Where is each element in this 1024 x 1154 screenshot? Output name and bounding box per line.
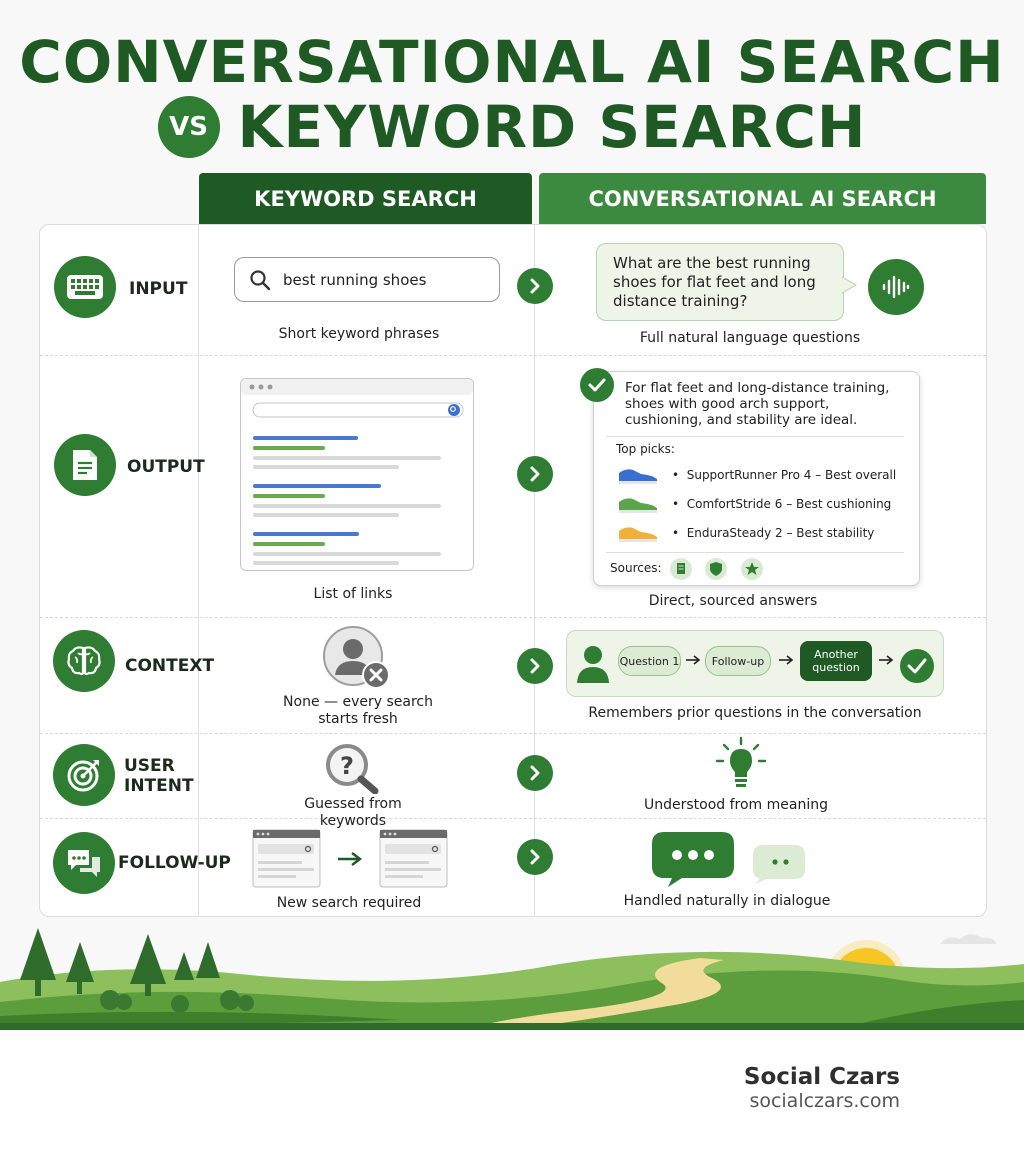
top-picks-label: Top picks: bbox=[616, 442, 675, 456]
chevron-right-icon bbox=[517, 755, 553, 791]
keyword-context-caption bbox=[270, 694, 446, 728]
chat-dots-icon bbox=[650, 830, 738, 888]
label-line: INTENT bbox=[124, 776, 194, 796]
title-line-2-wrap bbox=[0, 92, 1024, 162]
caption-line: starts fresh bbox=[318, 711, 398, 727]
ai-answer-text: For flat feet and long-distance training, shoes with good arch support, cushioning, and stability are ideal. bbox=[625, 380, 890, 428]
voice-wave-icon bbox=[868, 259, 924, 315]
check-icon bbox=[580, 368, 614, 402]
svg-text:?: ? bbox=[340, 752, 354, 780]
chevron-right-icon bbox=[517, 648, 553, 684]
ai-followup-caption: Handled naturally in dialogue bbox=[623, 893, 831, 909]
landscape-illustration bbox=[0, 920, 1024, 1030]
row-divider bbox=[40, 617, 986, 618]
pick-text: ComfortStride 6 – Best cushioning bbox=[686, 496, 892, 511]
column-header-keyword: KEYWORD SEARCH bbox=[199, 173, 532, 224]
pill-line: Another bbox=[814, 648, 858, 661]
pick-text: EnduraSteady 2 – Best stability bbox=[686, 525, 875, 540]
keyword-search-box[interactable] bbox=[234, 257, 500, 302]
title-line-2: KEYWORD SEARCH bbox=[237, 93, 867, 161]
row-label-followup: FOLLOW-UP bbox=[118, 853, 231, 873]
chat-reply-icon bbox=[751, 843, 807, 885]
another-question-pill bbox=[800, 641, 872, 681]
keyword-input-caption: Short keyword phrases bbox=[278, 326, 440, 342]
list-item: • SupportRunner Pro 4 – Best overall bbox=[616, 460, 896, 489]
row-label-context: CONTEXT bbox=[125, 656, 215, 676]
arrow-right-icon bbox=[878, 654, 894, 666]
search-results-browser bbox=[240, 378, 474, 571]
chevron-right-icon bbox=[517, 268, 553, 304]
check-icon bbox=[900, 649, 934, 683]
bubble-tail bbox=[842, 276, 858, 294]
browser-window-icon bbox=[379, 829, 449, 889]
picks-list bbox=[616, 460, 896, 547]
source-document-icon[interactable] bbox=[669, 557, 693, 581]
ai-question-text: What are the best running shoes for flat feet and long distance training? bbox=[613, 254, 816, 310]
caption-line: None — every search bbox=[283, 694, 433, 710]
user-icon bbox=[576, 644, 610, 684]
row-label-input: INPUT bbox=[129, 279, 188, 299]
ai-answer-card bbox=[593, 371, 920, 586]
pill-line: question bbox=[812, 661, 860, 674]
column-divider bbox=[198, 224, 199, 917]
list-item: • ComfortStride 6 – Best cushioning bbox=[616, 489, 896, 518]
browser-window-icon bbox=[252, 829, 322, 889]
blue-shoe-icon bbox=[616, 464, 660, 486]
row-divider bbox=[40, 733, 986, 734]
row-divider bbox=[40, 818, 986, 819]
vs-badge: VS bbox=[158, 96, 220, 158]
keyword-output-caption: List of links bbox=[313, 586, 393, 602]
brand-name: Social Czars bbox=[743, 1064, 900, 1090]
brain-icon bbox=[53, 630, 115, 692]
keyword-intent-caption: Guessed from keywords bbox=[304, 796, 402, 829]
chat-bubbles-icon bbox=[53, 832, 115, 894]
title-line-1: CONVERSATIONAL AI SEARCH bbox=[19, 28, 1005, 96]
row-divider bbox=[40, 355, 986, 356]
chevron-right-icon bbox=[517, 456, 553, 492]
question-magnifier-icon bbox=[323, 742, 381, 794]
keyword-followup-caption: New search required bbox=[276, 895, 422, 911]
follow-up-pill: Follow-up bbox=[705, 646, 771, 676]
divider bbox=[606, 552, 904, 553]
green-shoe-icon bbox=[616, 493, 660, 515]
ai-input-caption: Full natural language questions bbox=[639, 330, 861, 346]
divider bbox=[606, 436, 904, 437]
conversation-flow-panel bbox=[566, 630, 944, 697]
yellow-shoe-icon bbox=[616, 522, 660, 544]
user-no-memory-icon bbox=[322, 626, 392, 690]
keyboard-icon bbox=[54, 256, 116, 318]
source-star-icon[interactable] bbox=[740, 557, 764, 581]
ai-question-bubble bbox=[596, 243, 844, 321]
arrow-right-icon bbox=[685, 654, 701, 666]
pick-text: SupportRunner Pro 4 – Best overall bbox=[686, 467, 897, 482]
source-shield-icon[interactable] bbox=[704, 557, 728, 581]
ai-output-caption: Direct, sourced answers bbox=[648, 593, 818, 609]
sources-label: Sources: bbox=[610, 561, 662, 575]
arrow-right-icon bbox=[336, 851, 364, 867]
question-1-pill: Question 1 bbox=[618, 646, 681, 676]
column-divider bbox=[534, 224, 535, 917]
document-icon bbox=[54, 434, 116, 496]
list-item: • EnduraSteady 2 – Best stability bbox=[616, 518, 896, 547]
target-icon bbox=[53, 744, 115, 806]
arrow-right-icon bbox=[778, 654, 794, 666]
row-label-intent bbox=[124, 756, 194, 796]
ai-intent-caption: Understood from meaning bbox=[643, 797, 828, 813]
search-icon bbox=[249, 269, 271, 291]
label-line: USER bbox=[124, 756, 175, 776]
lightbulb-icon bbox=[714, 736, 768, 792]
row-label-output: OUTPUT bbox=[127, 457, 205, 477]
column-header-ai: CONVERSATIONAL AI SEARCH bbox=[539, 173, 986, 224]
ai-context-caption: Remembers prior questions in the conversation bbox=[588, 705, 922, 721]
chevron-right-icon bbox=[517, 839, 553, 875]
keyword-query-text: best running shoes bbox=[283, 270, 427, 289]
brand-url[interactable]: socialczars.com bbox=[749, 1090, 900, 1112]
